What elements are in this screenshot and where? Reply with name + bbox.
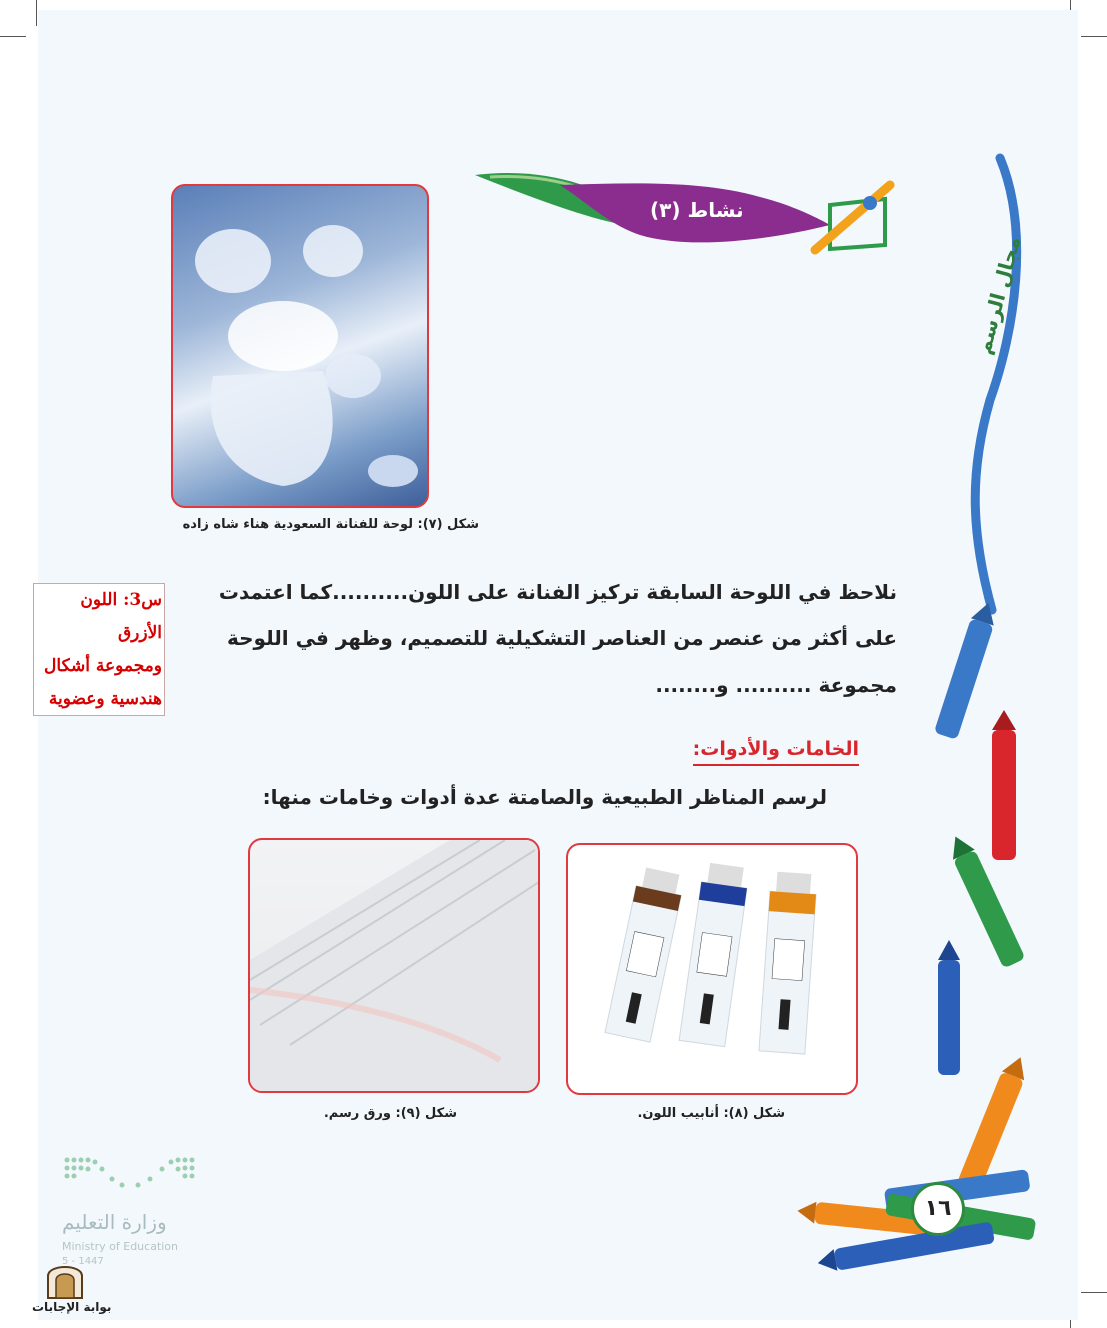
painting-image — [171, 184, 429, 508]
crop-mark — [1081, 36, 1107, 37]
paint-tubes-image — [566, 843, 858, 1095]
figure7-caption: شكل (٧): لوحة للفنانة السعودية هناء شاه زاده — [182, 517, 479, 532]
bawaba-site-name: بوابة الإجابات — [32, 1300, 112, 1314]
rocket-icon — [815, 185, 890, 250]
ministry-logo-icon — [62, 1155, 198, 1195]
answer-line-2: الأزرق — [117, 623, 162, 643]
paragraph-line-3: مجموعة .......... و........ — [655, 673, 897, 697]
section-title: الخامات والأدوات: — [693, 738, 859, 766]
paragraph-line-2: على أكثر من عنصر من العناصر التشكيلية للتصميم، وظهر في اللوحة — [227, 626, 897, 650]
answer-line-4: هندسية وعضوية — [48, 689, 162, 709]
crop-mark — [0, 36, 26, 37]
bawaba-logo-icon — [44, 1258, 86, 1300]
section-intro: لرسم المناظر الطبيعية والصامتة عدة أدوات وخامات منها: — [262, 785, 827, 809]
ministry-name-en: Ministry of Education — [62, 1240, 179, 1253]
crop-mark — [1081, 1292, 1107, 1293]
figure8-caption: شكل (٨): أنابيب اللون. — [637, 1106, 785, 1121]
side-title-text: مجال الرسم — [975, 233, 1026, 357]
drawing-paper-image — [248, 838, 540, 1093]
answer-line-3: ومجموعة أشكال — [44, 656, 162, 676]
paragraph-line-1: نلاحظ في اللوحة السابقة تركيز الفنانة على اللون..........كما اعتمدت — [218, 580, 897, 604]
side-ribbon — [960, 150, 1030, 620]
activity-banner-label: نشاط (٣) — [650, 198, 744, 222]
figure9-caption: شكل (٩): ورق رسم. — [323, 1106, 457, 1121]
answer-box — [33, 583, 165, 716]
ministry-name-ar: وزارة التعليم — [62, 1210, 167, 1234]
answer-line-1: س3: اللون — [80, 590, 162, 610]
side-title — [975, 232, 1035, 362]
page-number: ١٦ — [911, 1182, 965, 1236]
ministry-year: 5 - 1447 — [62, 1256, 104, 1267]
crop-mark — [36, 0, 37, 26]
